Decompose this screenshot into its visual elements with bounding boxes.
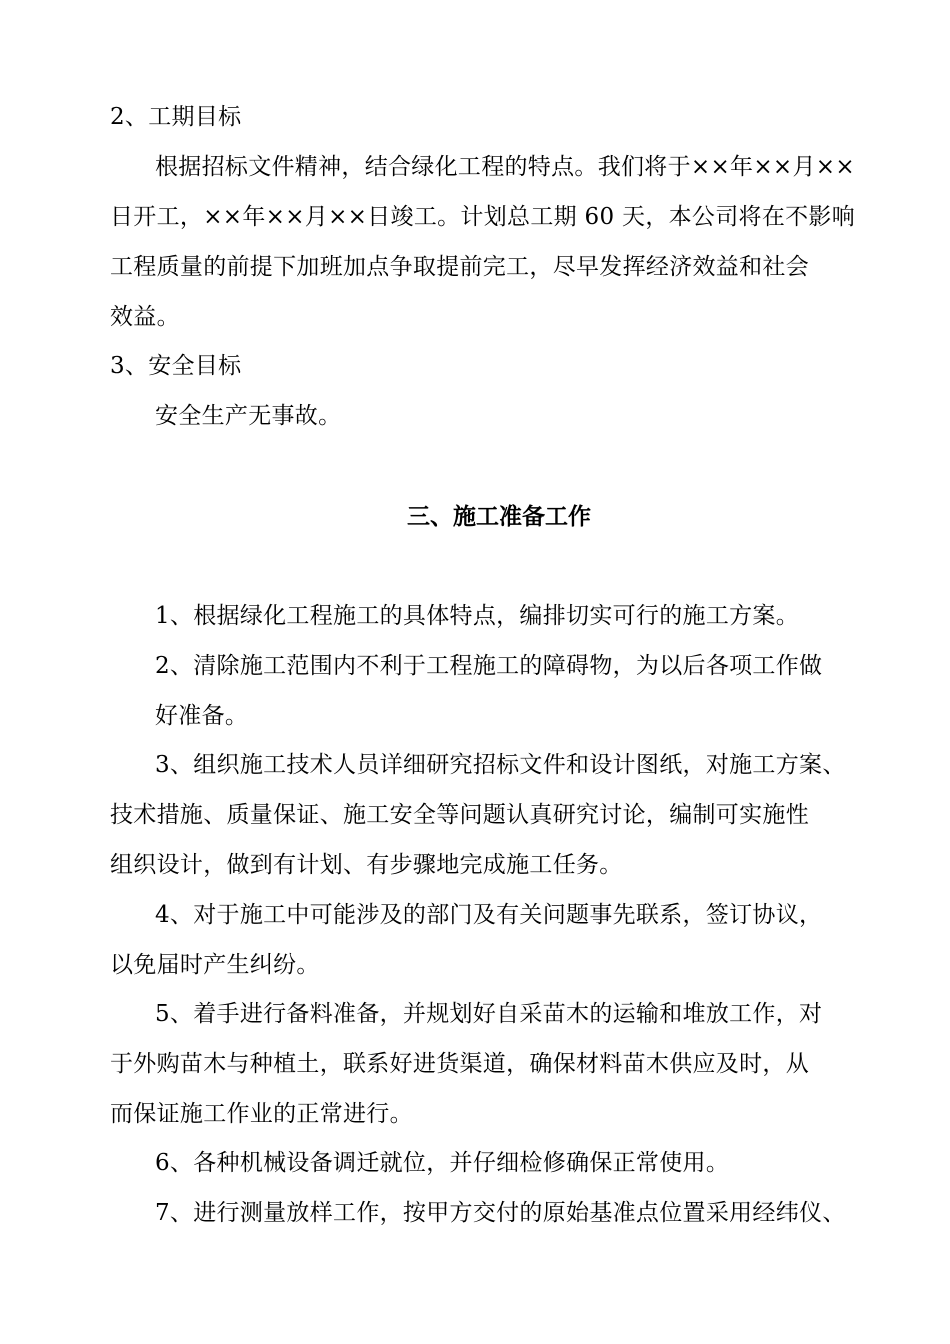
list-item-line: 于外购苗木与种植土，联系好进货渠道，确保材料苗木供应及时，从 — [110, 1051, 809, 1077]
list-item-line: 技术措施、质量保证、施工安全等问题认真研究讨论，编制可实施性 — [110, 802, 809, 828]
section-heading-safety: 3、安全目标 — [110, 353, 242, 379]
paragraph-line: 工程质量的前提下加班加点争取提前完工，尽早发挥经济效益和社会 — [110, 254, 809, 280]
chapter-title: 三、施工准备工作 — [407, 503, 591, 530]
paragraph-line: 日开工，××年××月××日竣工。计划总工期 60 天，本公司将在不影响 — [110, 204, 856, 230]
paragraph-line: 根据招标文件精神，结合绿化工程的特点。我们将于××年××月×× — [155, 154, 855, 180]
list-item-line: 而保证施工作业的正常进行。 — [110, 1101, 413, 1127]
paragraph-line: 安全生产无事故。 — [155, 403, 342, 429]
list-item-line: 好准备。 — [155, 703, 249, 729]
list-item-line: 组织设计，做到有计划、有步骤地完成施工任务。 — [110, 852, 623, 878]
list-item-line: 4、对于施工中可能涉及的部门及有关问题事先联系，签订协议， — [155, 902, 823, 928]
list-item-line: 5、着手进行备料准备，并规划好自采苗木的运输和堆放工作，对 — [155, 1001, 823, 1027]
list-item-line: 7、进行测量放样工作，按甲方交付的原始基准点位置采用经纬仪、 — [155, 1200, 846, 1226]
list-item-line: 6、各种机械设备调迁就位，并仔细检修确保正常使用。 — [155, 1150, 730, 1176]
section-heading-schedule: 2、工期目标 — [110, 104, 242, 130]
list-item-line: 3、组织施工技术人员详细研究招标文件和设计图纸，对施工方案、 — [155, 752, 846, 778]
paragraph-line: 效益。 — [110, 304, 180, 330]
list-item-line: 2、清除施工范围内不利于工程施工的障碍物，为以后各项工作做 — [155, 653, 823, 679]
list-item-line: 1、根据绿化工程施工的具体特点，编排切实可行的施工方案。 — [155, 603, 800, 629]
list-item-line: 以免届时产生纠纷。 — [110, 952, 320, 978]
